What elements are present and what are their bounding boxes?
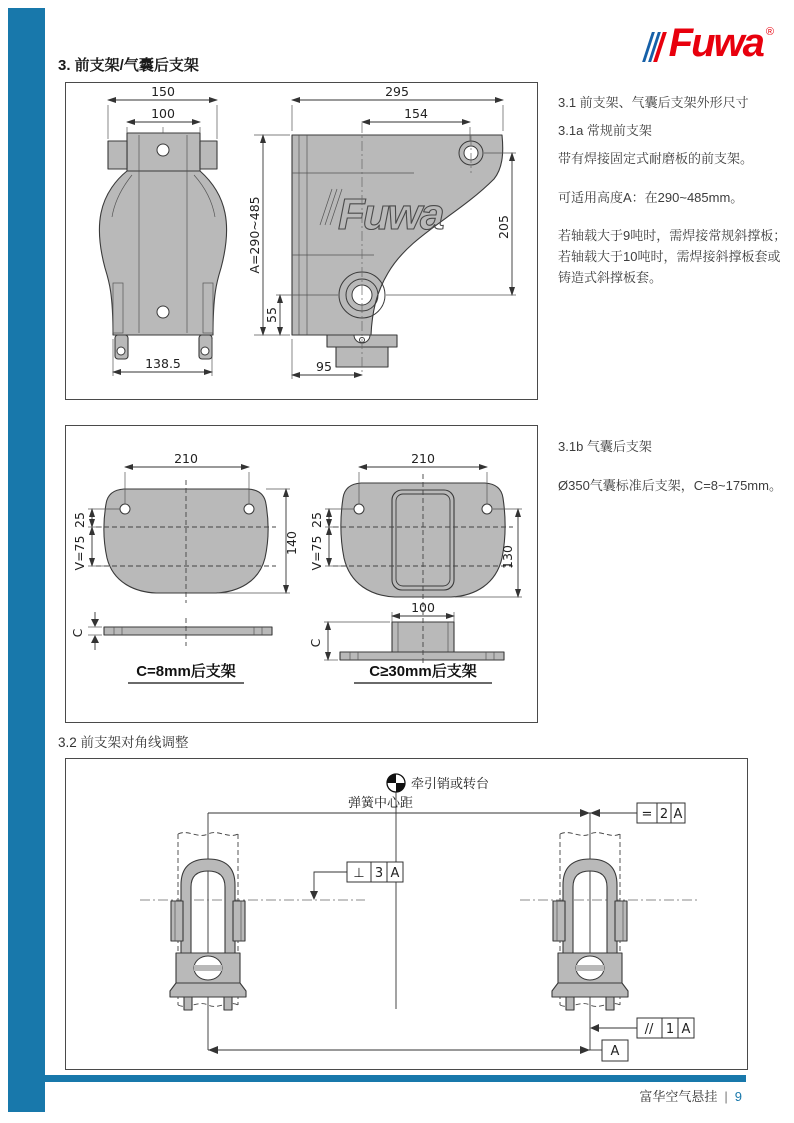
left-accent-bar — [8, 8, 45, 1112]
notes-3-1b-heading: 3.1b 气囊后支架 — [558, 439, 652, 454]
caption-c30: C≥30mm后支架 — [369, 663, 477, 680]
dim-295: 295 — [385, 84, 409, 99]
diagonal-adjust-diagram — [66, 759, 745, 1067]
front-bracket-drawing — [66, 83, 535, 397]
dim-130: 130 — [500, 545, 515, 569]
footer-accent-bar — [45, 1075, 746, 1082]
notes-3-1b — [558, 438, 794, 505]
notes-3-1a-para1: 带有焊接固定式耐磨板的前支架。 — [558, 150, 754, 166]
notes-3-1a-heading: 3.1a 常规前支架 — [558, 122, 652, 138]
page-title: 3. 前支架/气囊后支架 — [58, 57, 199, 74]
svg-text:A: A — [673, 807, 683, 822]
section-3-2-heading: 3.2 前支架对角线调整 — [58, 735, 189, 750]
front-bracket-side-view — [247, 84, 516, 379]
page-footer — [0, 1086, 742, 1105]
dim-25-right: 25 — [309, 512, 324, 528]
notes-3-1a-para3a: 若轴载大于9吨时，需焊接常规斜撑板； — [558, 228, 787, 244]
logo-slashes-icon — [647, 32, 665, 62]
caption-c8: C=8mm后支架 — [136, 663, 236, 680]
rear-bracket-drawing — [66, 426, 535, 720]
dim-range-a: A=290~485 — [247, 196, 262, 274]
dim-150: 150 — [151, 84, 175, 99]
dim-138-5: 138.5 — [145, 356, 181, 371]
dim-100: 100 — [151, 106, 175, 121]
notes-3-1a-para2: 可适用高度A：在290~485mm。 — [558, 189, 744, 205]
rear-bracket-c8-view — [70, 451, 299, 683]
front-bracket-drawing-box — [65, 82, 538, 400]
dim-95: 95 — [316, 359, 332, 374]
diagonal-adjust-diagram-box — [65, 758, 748, 1070]
perpendicularity-symbol: ⊥ — [353, 866, 365, 881]
rear-bracket-c30-view — [308, 451, 522, 683]
svg-text:A: A — [681, 1022, 691, 1037]
logo-wordmark: Fuwa — [668, 21, 763, 65]
datum-a — [208, 1040, 628, 1061]
dim-205: 205 — [496, 215, 511, 239]
dim-55: 55 — [264, 307, 279, 323]
notes-3-1b-para: Ø350气囊标准后支架，C=8~175mm。 — [558, 477, 782, 493]
fcf-perpendicularity-frame — [310, 862, 403, 900]
svg-text:A: A — [390, 866, 400, 881]
symmetry-symbol: = — [641, 807, 653, 822]
svg-text:3: 3 — [374, 866, 384, 881]
dim-210-left: 210 — [174, 451, 198, 466]
spring-center-label: 弹簧中心距 — [348, 795, 414, 810]
dim-210-right: 210 — [411, 451, 435, 466]
kingpin-target-icon — [387, 774, 405, 792]
notes-3-1 — [558, 94, 794, 297]
svg-text:Fuwa: Fuwa — [338, 190, 443, 239]
svg-text:2: 2 — [659, 807, 669, 822]
footer-page-number: 9 — [734, 1089, 742, 1104]
dim-v75-right: V=75 — [309, 535, 324, 571]
registered-mark: ® — [765, 26, 774, 38]
kingpin-label: 牵引销或转台 — [411, 776, 490, 791]
embossed-fuwa-logo — [320, 189, 444, 239]
footer-separator: | — [724, 1089, 728, 1104]
dim-154: 154 — [404, 106, 428, 121]
svg-text:1: 1 — [665, 1022, 675, 1037]
dim-100: 100 — [411, 600, 435, 615]
fcf-symmetry-frame — [637, 803, 685, 823]
front-bracket-front-view — [99, 84, 226, 376]
fcf-parallelism-frame — [590, 1018, 694, 1038]
dim-140: 140 — [284, 531, 299, 555]
dim-v75-left: V=75 — [72, 535, 87, 571]
dim-c-right: C — [308, 638, 323, 648]
dim-c-left: C — [70, 628, 85, 638]
fuwa-logo — [647, 21, 774, 65]
footer-brand: 富华空气悬挂 — [639, 1089, 718, 1104]
notes-3-1a-para3c: 铸造式斜撑板套。 — [558, 270, 663, 286]
datum-a-label: A — [610, 1044, 620, 1059]
notes-3-1a-para3b: 若轴载大于10吨时，需焊接斜撑板套或 — [558, 249, 781, 265]
dim-25-left: 25 — [72, 512, 87, 528]
notes-3-1-heading: 3.1 前支架、气囊后支架外形尺寸 — [558, 95, 749, 110]
rear-bracket-drawing-box — [65, 425, 538, 723]
parallelism-symbol: // — [644, 1022, 654, 1037]
